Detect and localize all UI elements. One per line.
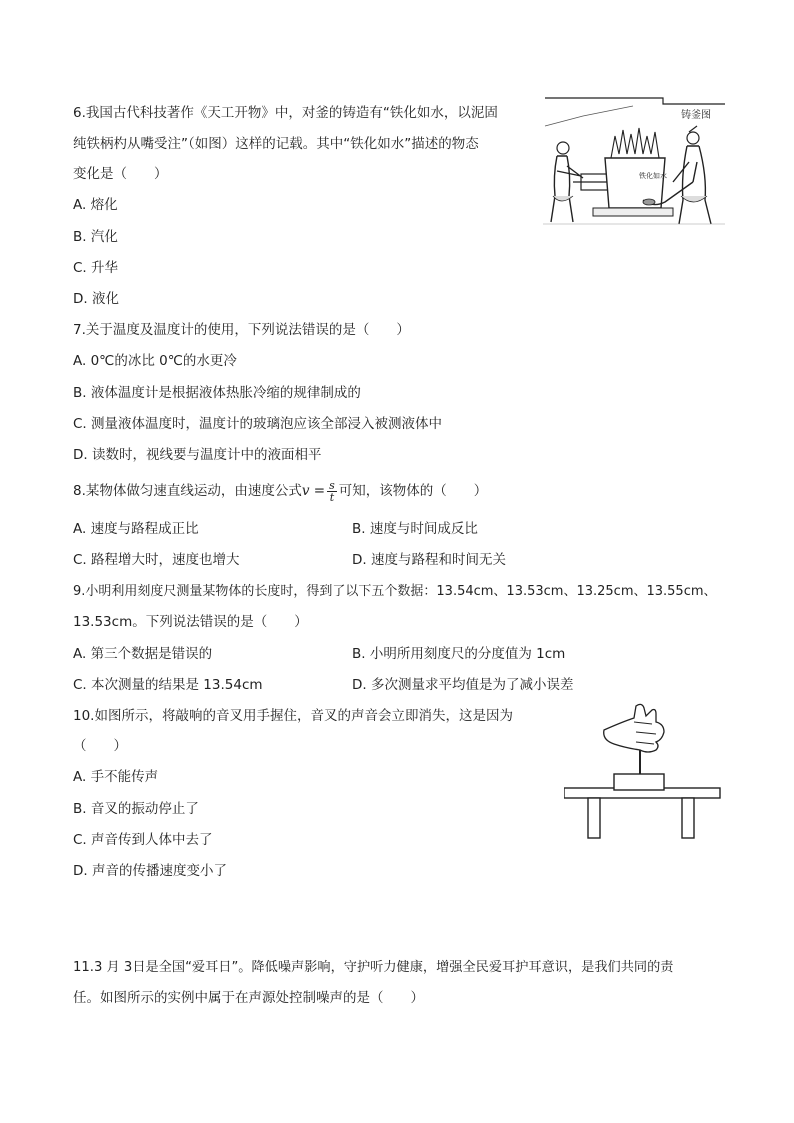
q6-option-a: A. 熔化 (73, 197, 118, 213)
q8-option-d: D. 速度与路程和时间无关 (352, 552, 506, 568)
q8-option-c: C. 路程增大时，速度也增大 (73, 552, 240, 568)
q9-stem-line1: 9.小明利用刻度尺测量某物体的长度时，得到了以下五个数据：13.54cm、13.53cm、13.25cm、13.55cm、 (73, 584, 717, 599)
q10-stem-line2: （ ） (73, 738, 127, 754)
q8-formula-lhs: v = (301, 483, 326, 499)
q7-option-c: C. 测量液体温度时，温度计的玻璃泡应该全部浸入被测液体中 (73, 416, 443, 432)
q10-option-a: A. 手不能传声 (73, 769, 159, 785)
q8-stem-post: 可知，该物体的（ ） (338, 483, 488, 499)
q10-option-c: C. 声音传到人体中去了 (73, 832, 213, 848)
q11-stem-line1: 11.3 月 3日是全国“爱耳日”。降低噪声影响，守护听力健康，增强全民爱耳护耳意识，是我们共同的责 (73, 960, 674, 975)
q11-stem-line2: 任。如图所示的实例中属于在声源处控制噪声的是（ ） (73, 990, 424, 1006)
q10-option-d: D. 声音的传播速度变小了 (73, 863, 227, 879)
q8-option-a: A. 速度与路程成正比 (73, 521, 199, 537)
q9-stem-line2: 13.53cm。下列说法错误的是（ ） (73, 614, 308, 630)
q9-option-d: D. 多次测量求平均值是为了减小误差 (352, 677, 574, 693)
q8-formula-numerator: s (329, 478, 335, 492)
q10-stem-line1: 10.如图所示，将敲响的音叉用手握住，音叉的声音会立即消失，这是因为 (73, 708, 513, 724)
q8-stem (73, 476, 487, 506)
figure-caption: 铸釜图 (681, 110, 711, 121)
figure-vessel-text: 铁化如水 (639, 172, 667, 180)
q9-option-c: C. 本次测量的结果是 13.54cm (73, 677, 263, 693)
q7-option-a: A. 0℃的冰比 0℃的水更冷 (73, 353, 237, 369)
q6-option-d: D. 液化 (73, 291, 119, 307)
q10-option-b: B. 音叉的振动停止了 (73, 801, 199, 817)
q6-option-b: B. 汽化 (73, 229, 118, 245)
q8-formula-fraction (327, 480, 337, 503)
q6-option-c: C. 升华 (73, 260, 119, 276)
q8-stem-pre: 8.某物体做匀速直线运动，由速度公式 (73, 483, 302, 499)
q8-formula-denominator: t (329, 490, 335, 504)
q8-option-b: B. 速度与时间成反比 (352, 521, 478, 537)
q7-option-d: D. 读数时，视线要与温度计中的液面相平 (73, 447, 322, 463)
q7-option-b: B. 液体温度计是根据液体热胀冷缩的规律制成的 (73, 385, 361, 401)
q9-option-b: B. 小明所用刻度尺的分度值为 1cm (352, 646, 566, 662)
q9-option-a: A. 第三个数据是错误的 (73, 646, 213, 662)
q7-stem: 7.关于温度及温度计的使用，下列说法错误的是（ ） (73, 322, 410, 338)
casting-illustration (543, 96, 725, 228)
q6-stem-line1: 6.我国古代科技著作《天工开物》中，对釜的铸造有“铁化如水，以泥固 (73, 105, 498, 121)
q6-stem-line2: 纯铁柄杓从嘴受注”（如图）这样的记载。其中“铁化如水”描述的物态 (73, 136, 479, 152)
q6-stem-line3: 变化是（ ） (73, 166, 168, 182)
tuning-fork-illustration (564, 700, 724, 842)
